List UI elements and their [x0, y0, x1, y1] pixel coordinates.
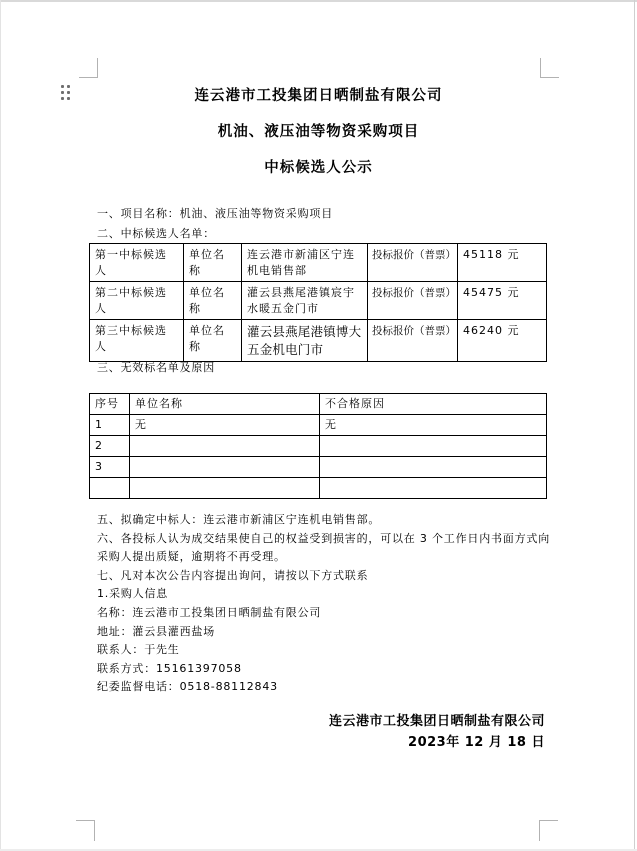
page-title-project: 机油、液压油等物资采购项目 [217, 124, 420, 140]
header-serial: 序号 [90, 394, 130, 415]
candidate-rank: 第二中标候选人 [90, 282, 184, 320]
unit-name-label: 单位名称 [184, 320, 242, 362]
purchaser-address: 地址：灌云县灌西盐场 [97, 624, 215, 638]
header-reason: 不合格原因 [320, 394, 547, 415]
cell-unit-name: 无 [130, 415, 320, 436]
cell-unit-name [130, 457, 320, 478]
section-item-1: 一、项目名称：机油、液压油等物资采购项目 [97, 207, 333, 220]
invalid-row-2 [90, 436, 547, 457]
margin-crop-mark-bottom-left [76, 820, 95, 841]
price-value: 45118 元 [458, 244, 547, 282]
header-unit-name: 单位名称 [130, 394, 320, 415]
section-item-2: 二、中标候选人名单： [97, 227, 215, 240]
margin-crop-mark-bottom-right [539, 820, 558, 841]
unit-name-value: 灌云县燕尾港镇宸宇水暖五金门市 [242, 282, 368, 320]
section-item-7: 七、凡对本次公告内容提出询问，请按以下方式联系 [97, 568, 369, 582]
page-edge-top [0, 0, 637, 2]
candidate-row-3 [90, 320, 547, 362]
margin-crop-mark-top-left [79, 58, 98, 78]
cell-reason [320, 457, 547, 478]
purchaser-heading: 1.采购人信息 [97, 587, 169, 601]
cell-serial: 1 [90, 415, 130, 436]
notice-paragraphs [97, 511, 552, 697]
invalid-bids-table [89, 393, 547, 499]
candidates-table [89, 243, 547, 362]
invalid-row-3 [90, 457, 547, 478]
cell-unit-name [130, 436, 320, 457]
section-item-5: 五、拟确定中标人：连云港市新浦区宁连机电销售部。 [97, 513, 381, 526]
invalid-row-4 [90, 478, 547, 499]
cell-reason: 无 [320, 415, 547, 436]
cell-serial: 2 [90, 436, 130, 457]
cell-reason [320, 436, 547, 457]
price-label: 投标报价（普票） [368, 320, 458, 362]
invalid-row-1 [90, 415, 547, 436]
section-item-3: 三、无效标名单及原因 [97, 361, 215, 374]
signature-company: 连云港市工投集团日晒制盐有限公司 [328, 714, 545, 729]
section-item-6: 六、各投标人认为成交结果使自己的权益受到损害的，可以在 3 个工作日内书面方式向采购人提出质疑，逾期将不再受理。 [97, 531, 550, 564]
unit-name-value: 灌云县燕尾港镇博大五金机电门市 [242, 320, 368, 362]
purchaser-supervision-phone: 纪委监督电话：0518-88112843 [97, 680, 278, 694]
candidate-row-1 [90, 244, 547, 282]
price-label: 投标报价（普票） [368, 282, 458, 320]
candidate-row-2 [90, 282, 547, 320]
price-value: 46240 元 [458, 320, 547, 362]
unit-name-label: 单位名称 [184, 282, 242, 320]
cell-serial [90, 478, 130, 499]
unit-name-label: 单位名称 [184, 244, 242, 282]
unit-name-value: 连云港市新浦区宁连机电销售部 [242, 244, 368, 282]
purchaser-name: 名称：连云港市工投集团日晒制盐有限公司 [97, 605, 322, 619]
page-title-company: 连云港市工投集团日晒制盐有限公司 [194, 88, 443, 104]
candidate-rank: 第三中标候选人 [90, 320, 184, 362]
invalid-table-header [90, 394, 547, 415]
signature-date: 2023年 12 月 18 日 [408, 735, 545, 750]
purchaser-contact: 联系人：于先生 [97, 643, 180, 657]
price-label: 投标报价（普票） [368, 244, 458, 282]
page-title-announcement: 中标候选人公示 [264, 160, 373, 176]
purchaser-phone: 联系方式：15161397058 [97, 661, 242, 675]
cell-serial: 3 [90, 457, 130, 478]
price-value: 45475 元 [458, 282, 547, 320]
signature-block [97, 711, 545, 753]
candidate-rank: 第一中标候选人 [90, 244, 184, 282]
margin-crop-mark-top-right [540, 58, 559, 78]
cell-reason [320, 478, 547, 499]
cell-unit-name [130, 478, 320, 499]
